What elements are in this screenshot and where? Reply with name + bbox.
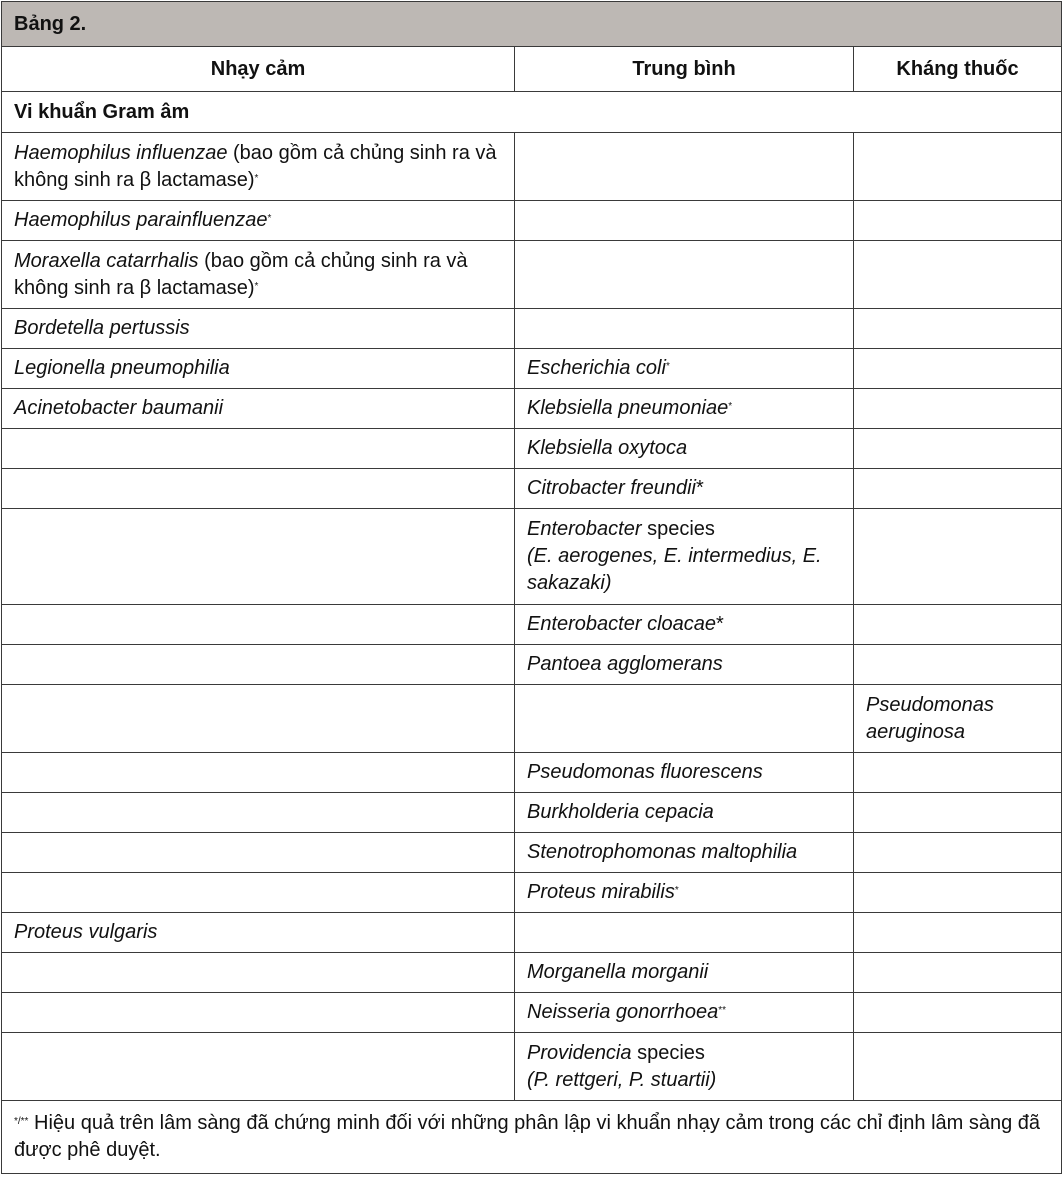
susceptible-cell <box>2 429 515 469</box>
organism-name: Citrobacter freundii <box>527 477 696 499</box>
table-row <box>2 913 1062 953</box>
resistant-cell <box>854 953 1062 993</box>
section-row <box>2 92 1062 133</box>
intermediate-cell <box>515 873 854 913</box>
intermediate-cell <box>515 953 854 993</box>
cell-text: * <box>695 477 704 499</box>
resistant-cell <box>854 753 1062 793</box>
intermediate-cell <box>515 645 854 685</box>
footnote-marker: * <box>728 401 733 412</box>
header-intermediate: Trung bình <box>515 47 854 92</box>
organism-name: Enterobacter <box>527 518 642 540</box>
intermediate-cell <box>515 133 854 201</box>
table-row <box>2 793 1062 833</box>
resistant-cell <box>854 833 1062 873</box>
susceptible-cell <box>2 833 515 873</box>
organism-name: Haemophilus influenzae <box>14 141 228 164</box>
organism-name: Stenotrophomonas maltophilia <box>527 841 798 863</box>
organism-name: (P. rettgeri, P. stuartii) <box>527 1068 717 1091</box>
organism-name: Proteus mirabilis <box>527 881 675 903</box>
table-row <box>2 993 1062 1033</box>
intermediate-cell <box>515 913 854 953</box>
intermediate-cell <box>515 469 854 509</box>
cell-text: (bao gồm cả chủng sinh ra và không sinh ra β lactamase) <box>14 249 468 299</box>
footnote-marker: * <box>254 280 259 292</box>
organism-name: Burkholderia cepacia <box>527 801 714 823</box>
table-row <box>2 685 1062 753</box>
organism-name: Klebsiella oxytoca <box>527 437 688 459</box>
footnote-marker: * <box>267 213 272 224</box>
susceptible-cell <box>2 913 515 953</box>
organism-name: Neisseria gonorrhoea <box>527 1001 719 1023</box>
table-row <box>2 873 1062 913</box>
susceptible-cell <box>2 1033 515 1101</box>
resistant-cell <box>854 349 1062 389</box>
table-row <box>2 349 1062 389</box>
susceptible-cell <box>2 241 515 309</box>
table-row <box>2 833 1062 873</box>
organism-name: Legionella pneumophilia <box>14 357 230 379</box>
resistant-cell <box>854 133 1062 201</box>
table-row <box>2 133 1062 201</box>
intermediate-cell <box>515 349 854 389</box>
table-row <box>2 389 1062 429</box>
resistant-cell <box>854 605 1062 645</box>
intermediate-cell <box>515 685 854 753</box>
susceptible-cell <box>2 349 515 389</box>
organism-name: Morganella morganii <box>527 961 709 983</box>
table-row <box>2 241 1062 309</box>
intermediate-cell <box>515 509 854 605</box>
intermediate-cell <box>515 429 854 469</box>
resistant-cell <box>854 201 1062 241</box>
cell-text: (bao gồm cả chủng sinh ra và không sinh ra β lactamase) <box>14 141 497 191</box>
table-row <box>2 645 1062 685</box>
header-resistant: Kháng thuốc <box>854 47 1062 92</box>
intermediate-cell <box>515 605 854 645</box>
resistant-cell <box>854 309 1062 349</box>
intermediate-cell <box>515 201 854 241</box>
resistant-cell <box>854 429 1062 469</box>
table-row <box>2 309 1062 349</box>
resistant-cell <box>854 685 1062 753</box>
footnote <box>2 1101 1062 1174</box>
resistant-cell <box>854 1033 1062 1101</box>
intermediate-cell <box>515 833 854 873</box>
susceptible-cell <box>2 605 515 645</box>
table-row <box>2 753 1062 793</box>
susceptible-cell <box>2 793 515 833</box>
organism-name: (E. aerogenes, E. intermedius, E. sakazaki) <box>527 545 822 594</box>
table-body <box>2 133 1062 1101</box>
organism-name: Klebsiella pneumoniae <box>527 397 729 419</box>
resistant-cell <box>854 469 1062 509</box>
intermediate-cell <box>515 753 854 793</box>
table-row <box>2 509 1062 605</box>
susceptible-cell <box>2 309 515 349</box>
resistant-cell <box>854 645 1062 685</box>
organism-name: Haemophilus parainfluenzae <box>14 209 268 231</box>
susceptible-cell <box>2 509 515 605</box>
intermediate-cell <box>515 389 854 429</box>
resistant-cell <box>854 913 1062 953</box>
susceptible-cell <box>2 389 515 429</box>
organism-name: Pseudomonas aeruginosa <box>866 693 994 743</box>
organism-name: Pseudomonas fluorescens <box>527 761 763 783</box>
susceptible-cell <box>2 685 515 753</box>
resistant-cell <box>854 873 1062 913</box>
intermediate-cell <box>515 241 854 309</box>
organism-name: Acinetobacter baumanii <box>14 397 224 419</box>
footnote-row <box>2 1101 1062 1174</box>
susceptible-cell <box>2 133 515 201</box>
table-row <box>2 605 1062 645</box>
organism-name: Escherichia coli <box>527 357 666 379</box>
susceptible-cell <box>2 953 515 993</box>
table-row <box>2 429 1062 469</box>
footnote-marker: */** <box>14 1116 29 1127</box>
cell-text: * <box>716 613 724 635</box>
table-row <box>2 1033 1062 1101</box>
table-title: Bảng 2. <box>2 2 1062 47</box>
table-row <box>2 953 1062 993</box>
title-row <box>2 2 1062 47</box>
organism-name: Enterobacter cloacae <box>527 613 717 635</box>
cell-text: species <box>641 518 715 540</box>
organism-name: Proteus vulgaris <box>14 921 158 943</box>
section-heading: Vi khuẩn Gram âm <box>2 92 1062 133</box>
table-row <box>2 201 1062 241</box>
susceptible-cell <box>2 873 515 913</box>
footnote-marker: * <box>665 361 670 372</box>
header-row <box>2 47 1062 92</box>
organism-name: Moraxella catarrhalis <box>14 249 199 272</box>
header-susceptible: Nhạy cảm <box>2 47 515 92</box>
resistant-cell <box>854 793 1062 833</box>
susceptible-cell <box>2 993 515 1033</box>
footnote-marker: * <box>674 885 679 896</box>
intermediate-cell <box>515 309 854 349</box>
susceptible-cell <box>2 753 515 793</box>
susceptible-cell <box>2 201 515 241</box>
resistant-cell <box>854 993 1062 1033</box>
resistant-cell <box>854 509 1062 605</box>
resistant-cell <box>854 389 1062 429</box>
cell-text: species <box>631 1041 705 1064</box>
organism-name: Providencia <box>527 1041 632 1064</box>
resistant-cell <box>854 241 1062 309</box>
table-row <box>2 469 1062 509</box>
susceptible-cell <box>2 645 515 685</box>
intermediate-cell <box>515 793 854 833</box>
organism-name: Bordetella pertussis <box>14 317 190 339</box>
intermediate-cell <box>515 1033 854 1101</box>
footnote-marker: ** <box>718 1005 727 1016</box>
susceptible-cell <box>2 469 515 509</box>
antibiotic-susceptibility-table <box>1 1 1062 1174</box>
organism-name: Pantoea agglomerans <box>527 653 723 675</box>
intermediate-cell <box>515 993 854 1033</box>
footnote-text: Hiệu quả trên lâm sàng đã chứng minh đối với những phân lập vi khuẩn nhạy cảm trong các chỉ định lâm sàng đã được phê duyệt. <box>14 1112 1041 1161</box>
footnote-marker: * <box>254 172 259 184</box>
